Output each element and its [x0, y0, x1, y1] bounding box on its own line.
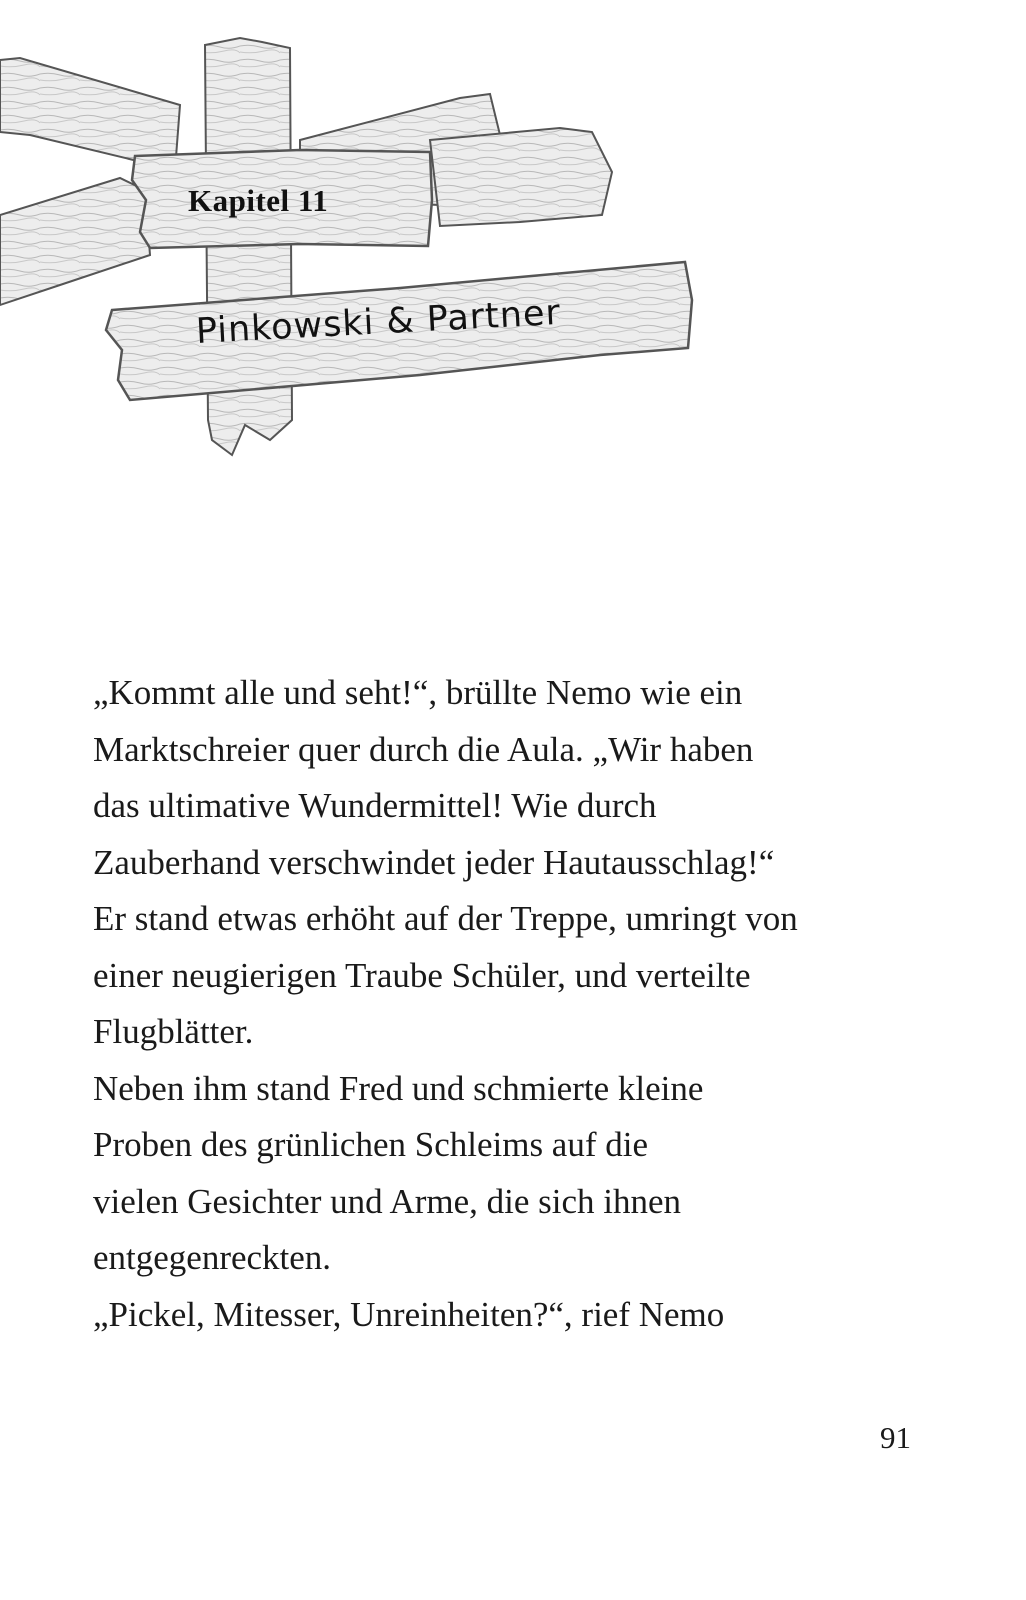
text-line: Marktschreier quer durch die Aula. „Wir haben	[93, 729, 754, 769]
text-line: vielen Gesichter und Arme, die sich ihnen	[93, 1181, 682, 1221]
page-number: 91	[880, 1420, 911, 1455]
wood-plank-left-lower	[0, 178, 150, 305]
chapter-title: Pinkowski & Partner	[194, 292, 562, 352]
text-line: Er stand etwas erhöht auf der Treppe, umringt von	[93, 899, 798, 938]
text-line: „Pickel, Mitesser, Unreinheiten?“, rief Nemo	[93, 1294, 725, 1334]
text-line: entgegenreckten.	[93, 1238, 332, 1277]
text-line: „Kommt alle und seht!“, brüllte Nemo wie ein	[93, 673, 743, 712]
chapter-label: Kapitel 11	[188, 183, 329, 218]
text-line: Proben des grünlichen Schleims auf die	[93, 1125, 649, 1164]
wood-plank-right-small	[430, 128, 612, 226]
text-line: einer neugierigen Traube Schüler, und verteilte	[93, 955, 751, 995]
text-line: Neben ihm stand Fred und schmierte kleine	[93, 1068, 704, 1108]
text-line: Zauberhand verschwindet jeder Hautausschlag!“	[93, 842, 775, 882]
wood-plank-left-upper	[0, 58, 180, 170]
body-text	[93, 665, 913, 1343]
text-line: das ultimative Wundermittel! Wie durch	[93, 786, 657, 825]
signpost-illustration	[0, 0, 760, 480]
text-line: Flugblätter.	[93, 1012, 254, 1051]
